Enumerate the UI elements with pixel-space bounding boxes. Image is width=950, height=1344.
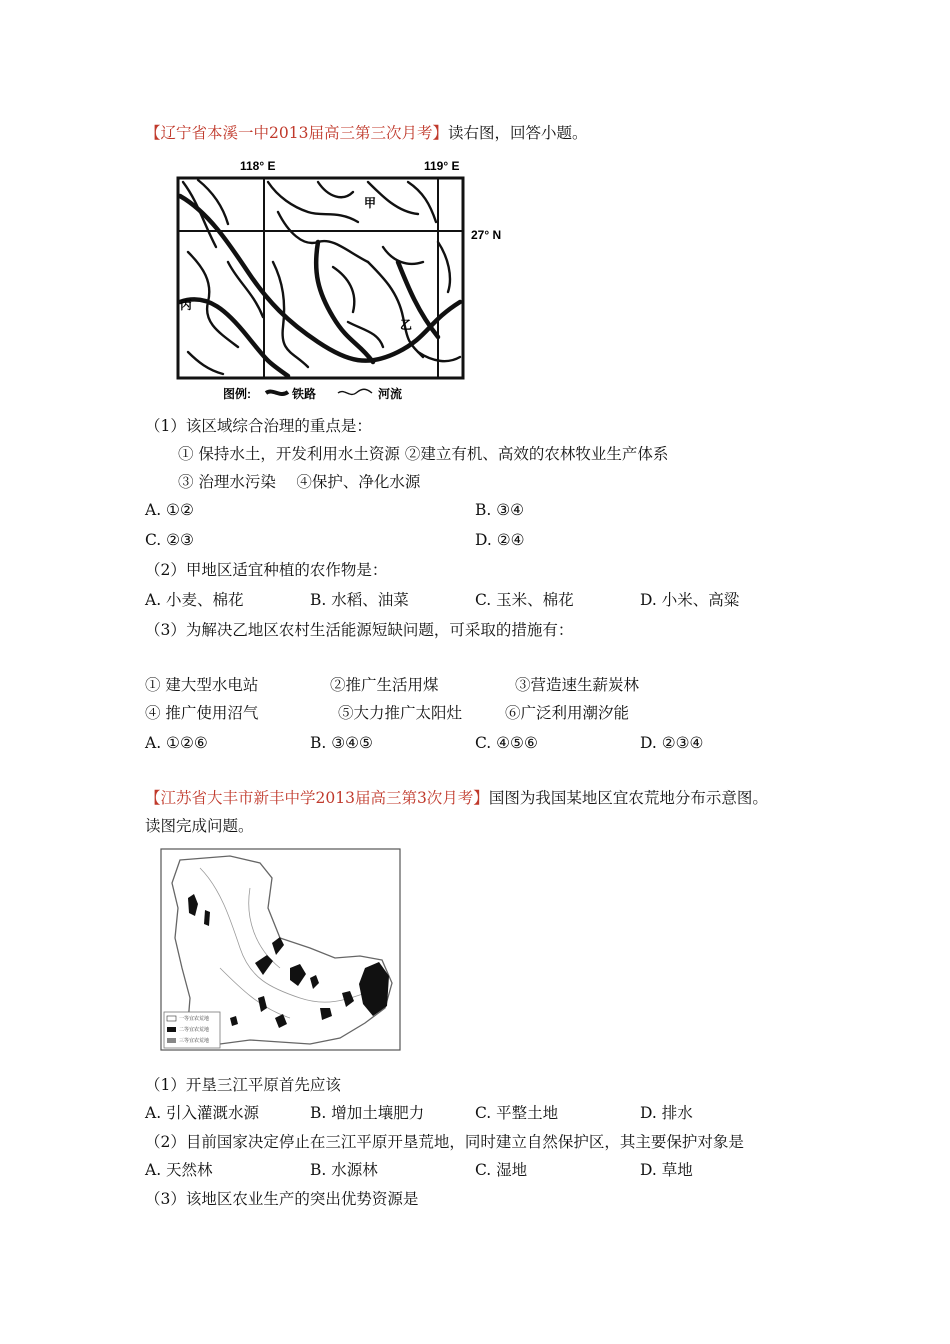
q2-source: 【江苏省大丰市新丰中学2013届高三第3次月考】 — [145, 789, 489, 807]
q1-sub1-choice-d[interactable]: D. ②④ — [475, 531, 525, 549]
railways — [180, 196, 460, 376]
wasteland-distribution-map — [160, 848, 402, 1052]
q1-sub3-choice-c[interactable]: C. ④⑤⑥ — [475, 734, 538, 752]
q2-sub1-stem: （1）开垦三江平原首先应该 — [145, 1076, 341, 1094]
legend-rail-label: 铁路 — [292, 387, 317, 401]
place-jia: 甲 — [364, 196, 377, 210]
q2-sub2-choice-a[interactable]: A. 天然林 — [145, 1161, 213, 1179]
q1-sub3-measure-4: ④ 推广使用沼气 — [145, 704, 259, 722]
legend-rail-symbol — [266, 392, 288, 394]
q1-sub2-choice-b[interactable]: B. 水稻、油菜 — [310, 591, 409, 609]
q2-sub2-choice-d[interactable]: D. 草地 — [640, 1161, 693, 1179]
q2-sub2-stem: （2）目前国家决定停止在三江平原开垦荒地，同时建立自然保护区，其主要保护对象是 — [145, 1133, 744, 1151]
place-yi: 乙 — [400, 318, 413, 332]
q1-sub2-choice-c[interactable]: C. 玉米、棉花 — [475, 591, 574, 609]
q1-sub2-choice-a[interactable]: A. 小麦、棉花 — [145, 591, 244, 609]
q1-sub1-options-line2: ③ 治理水污染 ④保护、净化水源 — [178, 473, 421, 491]
q2-sub1-choice-c[interactable]: C. 平整土地 — [475, 1104, 559, 1122]
q2-header — [145, 788, 768, 808]
q1-sub3-measure-1: ① 建大型水电站 — [145, 676, 259, 694]
lon-right-label: 119° E — [424, 159, 460, 173]
q1-sub3-choice-b[interactable]: B. ③④⑤ — [310, 734, 373, 752]
q1-sub3-measure-3: ③营造速生薪炭林 — [515, 676, 640, 694]
q1-sub1-options-line1: ① 保持水土，开发利用水土资源 ②建立有机、高效的农林牧业生产体系 — [178, 445, 669, 463]
q2-sub2-choice-c[interactable]: C. 湿地 — [475, 1161, 528, 1179]
legend-swatch-3 — [167, 1038, 176, 1043]
q1-intro: 读右图，回答小题。 — [447, 124, 588, 142]
q2-sub1-choice-b[interactable]: B. 增加土壤肥力 — [310, 1104, 425, 1122]
q1-sub1-choice-c[interactable]: C. ②③ — [145, 531, 194, 549]
q1-sub1-stem: （1）该区域综合治理的重点是： — [145, 417, 372, 435]
q2-sub1-choice-d[interactable]: D. 排水 — [640, 1104, 693, 1122]
q2-sub1-choice-a[interactable]: A. 引入灌溉水源 — [145, 1104, 260, 1122]
q2-sub2-choice-b[interactable]: B. 水源林 — [310, 1161, 378, 1179]
q2-intro: 国图为我国某地区宜农荒地分布示意图。 — [488, 789, 768, 807]
q1-sub3-choice-d[interactable]: D. ②③④ — [640, 734, 704, 752]
q2-sub3-stem: （3）该地区农业生产的突出优势资源是 — [145, 1190, 419, 1208]
q1-sub3-stem: （3）为解决乙地区农村生活能源短缺问题，可采取的措施有： — [145, 621, 574, 639]
q1-sub3-measure-6: ⑥广泛利用潮汐能 — [505, 704, 630, 722]
lat-label: 27° N — [471, 228, 502, 242]
q1-sub3-measure-5: ⑤大力推广太阳灶 — [338, 704, 463, 722]
q1-sub2-stem: （2）甲地区适宜种植的农作物是： — [145, 561, 388, 579]
q1-sub3-choice-a[interactable]: A. ①②⑥ — [145, 734, 208, 752]
river-railway-map — [168, 152, 518, 410]
lon-left-label: 118° E — [240, 159, 276, 173]
legend-swatch-2 — [167, 1027, 176, 1032]
q1-sub1-choice-a[interactable]: A. ①② — [145, 501, 194, 519]
legend-river-symbol — [338, 389, 372, 394]
q1-sub2-choice-d[interactable]: D. 小米、高粱 — [640, 591, 740, 609]
legend-label-1: 一等宜农荒地 — [179, 1016, 210, 1022]
wasteland-map-svg — [160, 848, 402, 1052]
river-railway-map-svg — [168, 152, 518, 410]
legend-river-label: 河流 — [378, 387, 403, 401]
legend-title: 图例: — [223, 387, 251, 401]
q1-source: 【辽宁省本溪一中2013届高三第三次月考】 — [145, 124, 448, 142]
q1-sub1-choice-b[interactable]: B. ③④ — [475, 501, 525, 519]
legend-swatch-1 — [167, 1016, 176, 1021]
legend-label-2: 二等宜农荒地 — [179, 1027, 210, 1033]
q1-header — [145, 123, 587, 143]
q1-sub3-measure-2: ②推广生活用煤 — [330, 676, 439, 694]
legend-label-3: 三等宜农荒地 — [179, 1038, 210, 1044]
q2-intro-line2: 读图完成问题。 — [145, 817, 254, 835]
place-bing: 丙 — [180, 298, 193, 312]
map-legend — [164, 1012, 220, 1048]
